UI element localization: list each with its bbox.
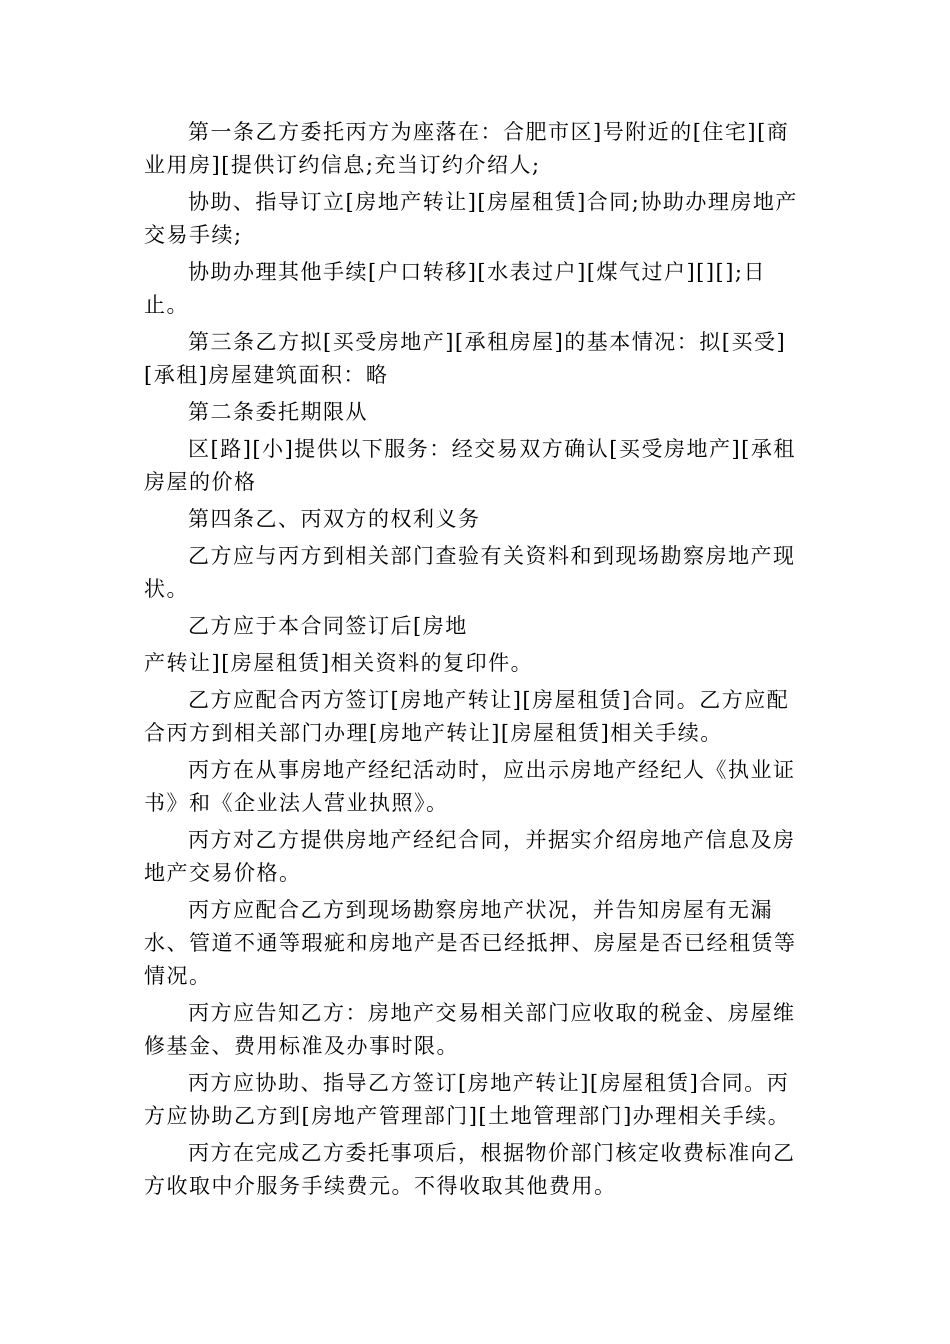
paragraph-services: 区[路][小]提供以下服务：经交易双方确认[买受房地产][承租房屋的价格 — [144, 437, 796, 494]
paragraph-article-2: 第二条委托期限从 — [188, 400, 368, 424]
paragraph-article-4: 第四条乙、丙双方的权利义务 — [188, 507, 481, 531]
paragraph-service-fee: 丙方在完成乙方委托事项后，根据物价部门核定收费标准向乙方收取中介服务手续费元。不得收取其他费用。 — [144, 1141, 796, 1198]
paragraph-article-3: 第三条乙方拟[买受房地产][承租房屋]的基本情况：拟[买受][承租]房屋建筑面积：略 — [144, 330, 787, 387]
paragraph-cooperate-signing: 乙方应配合丙方签订[房地产转让][房屋租赁]合同。乙方应配合丙方到相关部门办理[房地产转让][房屋租赁]相关手续。 — [144, 688, 790, 745]
paragraph-survey-condition: 丙方应配合乙方到现场勘察房地产状况，并告知房屋有无漏水、管道不通等瑕疵和房地产是否已经抵押、房屋是否已经租赁等情况。 — [144, 898, 797, 988]
paragraph-assist-signing: 丙方应协助、指导乙方签订[房地产转让][房屋租赁]合同。丙方应协助乙方到[房地产管理部门][土地管理部门]办理相关手续。 — [144, 1071, 791, 1128]
paragraph-provide-contract: 丙方对乙方提供房地产经纪合同，并据实介绍房地产信息及房地产交易价格。 — [144, 828, 796, 885]
document-body — [144, 116, 810, 1207]
paragraph-assist-contract: 协助、指导订立[房地产转让][房屋租赁]合同;协助办理房地产交易手续; — [144, 190, 798, 247]
paragraph-show-license: 丙方在从事房地产经纪活动时，应出示房地产经纪人《执业证书》和《企业法人营业执照》。 — [144, 758, 796, 815]
paragraph-inform-fees: 丙方应告知乙方：房地产交易相关部门应收取的税金、房屋维修基金、费用标准及办事时限。 — [144, 1001, 796, 1058]
paragraph-after-signing: 乙方应于本合同签订后[房地 — [188, 614, 468, 638]
paragraph-inspect-records: 乙方应与丙方到相关部门查验有关资料和到现场勘察房地产现状。 — [144, 544, 796, 601]
paragraph-other-procedures: 协助办理其他手续[户口转移][水表过户][煤气过户][][];日止。 — [144, 260, 767, 317]
paragraph-copies: 产转让][房屋租赁]相关资料的复印件。 — [144, 651, 534, 675]
paragraph-article-1: 第一条乙方委托丙方为座落在：合肥市区]号附近的[住宅][商业用房][提供订约信息;充当订约介绍人; — [144, 120, 790, 177]
